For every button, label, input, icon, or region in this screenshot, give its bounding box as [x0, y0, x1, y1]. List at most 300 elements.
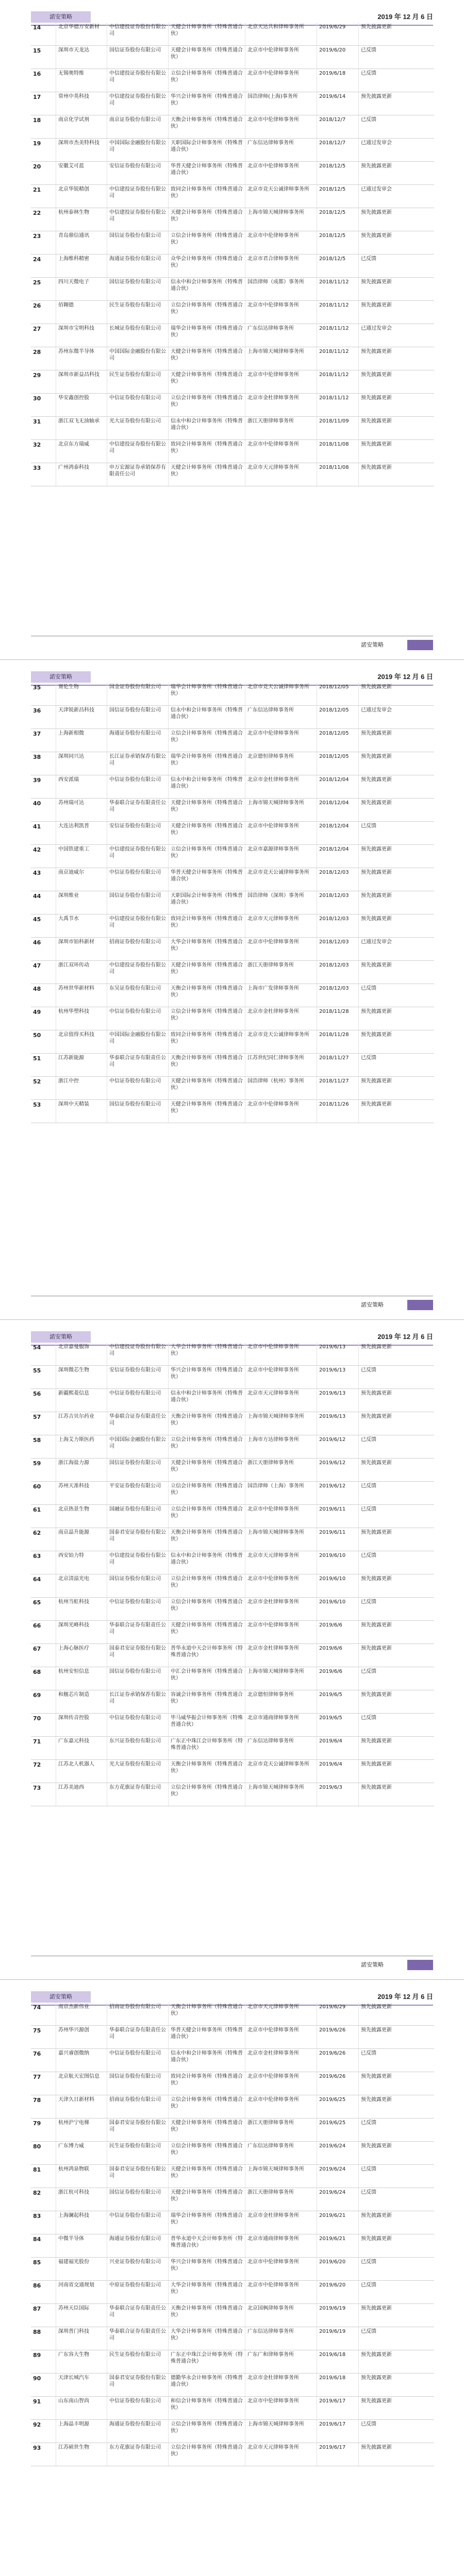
table-cell: 2019/6/12 — [317, 1459, 359, 1482]
table-cell: 65 — [31, 1598, 56, 1621]
table-cell: 立信会计师事务所（特殊普通合伙） — [169, 1783, 245, 1806]
table-cell: 北京市金杜律师事务所 — [245, 1644, 317, 1667]
table-cell: 致同会计师事务所（特殊普通合伙） — [169, 440, 245, 463]
table-cell: 61 — [31, 1505, 56, 1528]
table-cell: 上海市广发律师事务所 — [245, 984, 317, 1007]
table-cell: 74 — [31, 2003, 56, 2026]
table-cell: 常州中英科技 — [56, 92, 107, 115]
table-cell: 预先披露更新 — [359, 301, 435, 324]
table-cell: 海通证券股份有限公司 — [107, 255, 169, 278]
table-cell: 广东信达律师事务所 — [245, 2142, 317, 2165]
table-cell: 2019/6/20 — [317, 2281, 359, 2304]
table-cell: 北京市金杜律师事务所 — [245, 1598, 317, 1621]
table-cell: 预先披露更新 — [359, 1737, 435, 1760]
table-cell: 广东嘉元科技 — [56, 1737, 107, 1760]
table-cell: 安徽艾可蓝 — [56, 162, 107, 185]
page-header — [31, 11, 433, 24]
table-cell: 中信证券股份有限公司 — [107, 775, 169, 799]
table-cell: 预先披露更新 — [359, 891, 435, 914]
table-cell: 38 — [31, 752, 56, 775]
page-header — [31, 1991, 433, 2004]
table-cell: 北京市天元律师事务所 — [245, 914, 317, 938]
table-cell: 容诚会计师事务所（特殊普通合伙） — [169, 1690, 245, 1714]
table-cell: 信永中和会计师事务所（特殊普通合伙） — [169, 1389, 245, 1412]
table-cell: 华泰联合证券有限责任公司 — [107, 1054, 169, 1077]
table-cell: 2018/11/08 — [317, 440, 359, 463]
table-cell: 青岛鼎信通讯 — [56, 231, 107, 255]
table-cell: 33 — [31, 463, 56, 486]
table-row — [31, 324, 434, 347]
table-cell: 天津久日新材料 — [56, 2095, 107, 2119]
table-cell: 四川天微电子 — [56, 278, 107, 301]
table-cell: 国信证券股份有限公司 — [107, 1667, 169, 1690]
table-cell: 北京德恒律师事务所 — [245, 752, 317, 775]
table-cell: 浙江双环传动 — [56, 961, 107, 984]
table-cell: 国泰君安证券股份有限公司 — [107, 1644, 169, 1667]
table-cell: 已反馈 — [359, 115, 435, 139]
table-cell: 2019/6/25 — [317, 2119, 359, 2142]
table-row — [31, 2003, 434, 2026]
table-cell: 2018/11/08 — [317, 463, 359, 486]
table-cell: 2019/6/24 — [317, 2188, 359, 2211]
table-cell: 已通过发审会 — [359, 185, 435, 208]
table-row — [31, 1783, 434, 1806]
table-row — [31, 1435, 434, 1459]
table-cell: 上海市方达律师事务所 — [245, 1435, 317, 1459]
table-cell: 2019/6/11 — [317, 1528, 359, 1551]
table-cell: 天健会计师事务所（特殊普通合伙） — [169, 2119, 245, 2142]
table-cell: 2018/12/03 — [317, 984, 359, 1007]
header-tag: 諾安策略 — [31, 671, 91, 683]
table-cell: 2019/6/12 — [317, 1435, 359, 1459]
table-cell: 2019/6/10 — [317, 1574, 359, 1598]
table-cell: 中信证券股份有限公司 — [107, 1077, 169, 1100]
table-cell: 预先披露更新 — [359, 23, 435, 46]
table-cell: 中汇会计师事务所（特殊普通合伙） — [169, 1667, 245, 1690]
table-cell: 2019/6/13 — [317, 1343, 359, 1366]
table-cell: 天健会计师事务所（特殊普通合伙） — [169, 799, 245, 822]
table-cell: 北京市中伦律师事务所 — [245, 370, 317, 394]
table-cell: 华泰联合证券有限责任公司 — [107, 799, 169, 822]
table-cell: 大华会计师事务所（特殊普通合伙） — [169, 1343, 245, 1366]
table-cell: 东方花旗证券有限公司 — [107, 2443, 169, 2466]
table-cell: 2018/12/5 — [317, 208, 359, 231]
table-row — [31, 1574, 434, 1598]
table-cell: 北京市金杜律师事务所 — [245, 2211, 317, 2234]
table-cell: 已反馈 — [359, 1054, 435, 1077]
table-row — [31, 1100, 434, 1123]
table-cell: 87 — [31, 2304, 56, 2327]
table-cell: 华兴会计师事务所（特殊普通合伙） — [169, 1366, 245, 1389]
table-cell: 安信证券股份有限公司 — [107, 822, 169, 845]
table-cell: 普华永道中天会计师事务所（特殊普通合伙） — [169, 1644, 245, 1667]
table-cell: 嘉兴睿创微纳 — [56, 2049, 107, 2072]
table-cell: 2019/6/20 — [317, 46, 359, 69]
table-cell: 2019/6/13 — [317, 1389, 359, 1412]
table-cell: 上海市锦天城律师事务所 — [245, 2420, 317, 2443]
table-cell: 立信会计师事务所（特殊普通合伙） — [169, 1007, 245, 1030]
table-cell: 南京化学试剂 — [56, 115, 107, 139]
table-cell: 北京市中伦律师事务所 — [245, 2258, 317, 2281]
page-footer — [31, 636, 433, 648]
table-cell: 国信证券股份有限公司 — [107, 2072, 169, 2095]
table-cell: 17 — [31, 92, 56, 115]
table-cell: 预先披露更新 — [359, 2397, 435, 2420]
table-cell: 南京证券股份有限公司 — [107, 115, 169, 139]
table-cell: 广东信达律师事务所 — [245, 139, 317, 162]
table-cell: 46 — [31, 938, 56, 961]
table-cell: 2019/6/29 — [317, 23, 359, 46]
table-cell: 浙江天册律师事务所 — [245, 417, 317, 440]
table-row — [31, 1505, 434, 1528]
table-cell: 江苏世纪同仁律师事务所 — [245, 1054, 317, 1077]
table-cell: 2018/11/12 — [317, 278, 359, 301]
table-cell: 北京市通商律师事务所 — [245, 1714, 317, 1737]
table-cell: 上海市锦天城律师事务所 — [245, 208, 317, 231]
table-cell: 预先披露更新 — [359, 463, 435, 486]
table-cell: 中国国际金融股份有限公司 — [107, 347, 169, 370]
table-cell: 预先披露更新 — [359, 1574, 435, 1598]
table-cell: 华普天健会计师事务所（特殊普通合伙） — [169, 162, 245, 185]
table-cell: 2018/12/5 — [317, 255, 359, 278]
table-cell: 30 — [31, 394, 56, 417]
table-cell: 2019/6/26 — [317, 2049, 359, 2072]
table-cell: 预先披露更新 — [359, 1007, 435, 1030]
table-cell: 60 — [31, 1482, 56, 1505]
header-tag: 諾安策略 — [31, 1331, 91, 1343]
table-cell: 山东南山智尚 — [56, 2397, 107, 2420]
table-cell: 20 — [31, 162, 56, 185]
table-cell: 国信证券股份有限公司 — [107, 1574, 169, 1598]
table-cell: 北京清溢光电 — [56, 1574, 107, 1598]
table-cell: 62 — [31, 1528, 56, 1551]
table-cell: 预先披露更新 — [359, 961, 435, 984]
table-cell: 华安鑫创控股 — [56, 394, 107, 417]
table-cell: 预先披露更新 — [359, 2304, 435, 2327]
table-row — [31, 775, 434, 799]
table-cell: 杭州沪宁电梯 — [56, 2119, 107, 2142]
table-cell: 北京市中伦律师事务所 — [245, 231, 317, 255]
table-cell: 广东正中珠江会计师事务所（特殊普通合伙） — [169, 2350, 245, 2374]
table-cell: 申万宏源证券承销保荐有限责任公司 — [107, 463, 169, 486]
ipo-table — [31, 23, 434, 486]
table-cell: 16 — [31, 69, 56, 92]
table-cell: 河南省交通规划 — [56, 2281, 107, 2304]
table-cell: 民生证券股份有限公司 — [107, 370, 169, 394]
table-cell: 海通证券股份有限公司 — [107, 729, 169, 752]
table-cell: 预先披露更新 — [359, 752, 435, 775]
table-row — [31, 2119, 434, 2142]
table-cell: 民生证券股份有限公司 — [107, 2142, 169, 2165]
table-cell: 52 — [31, 1077, 56, 1100]
report-page — [0, 1320, 464, 1978]
table-row — [31, 2443, 434, 2466]
table-cell: 上海市锦天城律师事务所 — [245, 1667, 317, 1690]
table-cell: 瑞华会计师事务所（特殊普通合伙） — [169, 324, 245, 347]
table-cell: 51 — [31, 1054, 56, 1077]
table-cell: 上海市锦天城律师事务所 — [245, 1412, 317, 1435]
table-cell: 华泰联合证券有限责任公司 — [107, 2327, 169, 2350]
table-cell: 华泰联合证券有限责任公司 — [107, 1621, 169, 1644]
table-cell: 中信建投证券股份有限公司 — [107, 208, 169, 231]
table-cell: 南京晶升能源 — [56, 1528, 107, 1551]
table-cell: 北京市中伦律师事务所 — [245, 2026, 317, 2049]
table-cell: 2018/12/5 — [317, 185, 359, 208]
table-cell: 普华永道中天会计师事务所（特殊普通合伙） — [169, 2234, 245, 2258]
table-cell: 致同会计师事务所（特殊普通合伙） — [169, 914, 245, 938]
report-page — [0, 0, 464, 658]
footer-label: 諾安策略 — [361, 641, 384, 648]
table-cell: 已反馈 — [359, 1551, 435, 1574]
table-cell: 北京市中伦律师事务所 — [245, 2072, 317, 2095]
table-cell: 66 — [31, 1621, 56, 1644]
table-cell: 中信证券股份有限公司 — [107, 2397, 169, 2420]
table-cell: 深圳微芯生物 — [56, 1366, 107, 1389]
table-cell: 国浩律师(上海)事务所 — [245, 92, 317, 115]
table-row — [31, 2049, 434, 2072]
table-cell: 预先披露更新 — [359, 1030, 435, 1054]
table-cell: 浙江天册律师事务所 — [245, 961, 317, 984]
table-cell: 毕马威华振会计师事务所（特殊普通合伙） — [169, 1714, 245, 1737]
table-cell: 上海市锦天城律师事务所 — [245, 1528, 317, 1551]
table-cell: 天健会计师事务所（特殊普通合伙） — [169, 347, 245, 370]
table-row — [31, 115, 434, 139]
table-cell: 信永中和会计师事务所（特殊普通合伙） — [169, 775, 245, 799]
table-row — [31, 2072, 434, 2095]
table-cell: 国信证券股份有限公司 — [107, 46, 169, 69]
table-cell: 北京市金杜律师事务所 — [245, 1007, 317, 1030]
table-cell: 安信证券股份有限公司 — [107, 1366, 169, 1389]
table-cell: 天衡会计师事务所（特殊普通合伙） — [169, 1412, 245, 1435]
table-cell: 天津长城汽车 — [56, 2374, 107, 2397]
table-cell: 无锡奥特维 — [56, 69, 107, 92]
table-cell: 信永中和会计师事务所（特殊普通合伙） — [169, 417, 245, 440]
header-tag: 諾安策略 — [31, 11, 91, 23]
table-row — [31, 2350, 434, 2374]
table-cell: 国浩律师（杭州）事务所 — [245, 1077, 317, 1100]
table-cell: 预先披露更新 — [359, 683, 435, 706]
table-cell: 已反馈 — [359, 2119, 435, 2142]
header-date: 2019 年 12 月 6 日 — [377, 1993, 433, 2001]
table-cell: 北京市中伦律师事务所 — [245, 938, 317, 961]
table-cell: 32 — [31, 440, 56, 463]
table-cell: 北京国枫律师事务所 — [245, 2304, 317, 2327]
table-row — [31, 984, 434, 1007]
table-cell: 广州鸿泰科技 — [56, 463, 107, 486]
table-cell: 北京市天元律师事务所 — [245, 1551, 317, 1574]
table-cell: 59 — [31, 1459, 56, 1482]
table-cell: 预先披露更新 — [359, 1459, 435, 1482]
table-cell: 上海市锦天城律师事务所 — [245, 347, 317, 370]
table-row — [31, 1054, 434, 1077]
table-cell: 众华会计师事务所（特殊普通合伙） — [169, 255, 245, 278]
table-cell: 预先披露更新 — [359, 231, 435, 255]
table-cell: 中信证券股份有限公司 — [107, 2049, 169, 2072]
table-cell: 63 — [31, 1551, 56, 1574]
table-cell: 南京迪威尔 — [56, 868, 107, 891]
table-row — [31, 2142, 434, 2165]
table-cell: 立信会计师事务所（特殊普通合伙） — [169, 1598, 245, 1621]
table-cell: 2019/6/11 — [317, 1505, 359, 1528]
table-cell: 浙江中控 — [56, 1077, 107, 1100]
table-cell: 2018/12/04 — [317, 822, 359, 845]
table-cell: 预先披露更新 — [359, 162, 435, 185]
table-cell: 2019/6/4 — [317, 1737, 359, 1760]
table-cell: 39 — [31, 775, 56, 799]
table-cell: 北京市中伦律师事务所 — [245, 1505, 317, 1528]
table-cell: 杭州安恒信息 — [56, 1667, 107, 1690]
table-cell: 北京天达共和律师事务所 — [245, 23, 317, 46]
table-cell: 2019/6/24 — [317, 2142, 359, 2165]
table-cell: 18 — [31, 115, 56, 139]
table-row — [31, 139, 434, 162]
table-cell: 40 — [31, 799, 56, 822]
table-cell: 长城证券股份有限公司 — [107, 324, 169, 347]
table-cell: 国信证券股份有限公司 — [107, 2188, 169, 2211]
table-cell: 中信证券股份有限公司 — [107, 1714, 169, 1737]
table-cell: 70 — [31, 1714, 56, 1737]
table-cell: 2019/6/5 — [317, 1714, 359, 1737]
table-row — [31, 1690, 434, 1714]
table-cell: 北京航天宏图信息 — [56, 2072, 107, 2095]
table-cell: 已反馈 — [359, 1714, 435, 1737]
table-row — [31, 2281, 434, 2304]
table-cell: 71 — [31, 1737, 56, 1760]
table-cell: 2019/6/29 — [317, 2003, 359, 2026]
table-cell: 杭州鸿泉物联 — [56, 2165, 107, 2188]
table-cell: 2018/12/05 — [317, 706, 359, 729]
table-cell: 69 — [31, 1690, 56, 1714]
table-cell: 2018/11/27 — [317, 1054, 359, 1077]
table-cell: 2018/12/7 — [317, 139, 359, 162]
table-row — [31, 799, 434, 822]
table-cell: 中信建投证券股份有限公司 — [107, 914, 169, 938]
table-cell: 天健会计师事务所（特殊普通合伙） — [169, 46, 245, 69]
table-cell: 信永中和会计师事务所（特殊普通合伙） — [169, 2049, 245, 2072]
table-cell: 预先披露更新 — [359, 845, 435, 868]
table-cell: 杭州华塑科技 — [56, 1007, 107, 1030]
table-cell: 广东信达律师事务所 — [245, 1737, 317, 1760]
table-cell: 长江证券承销保荐有限公司 — [107, 1690, 169, 1714]
table-cell: 天健会计师事务所（特殊普通合伙） — [169, 23, 245, 46]
report-page — [0, 660, 464, 1318]
table-cell: 北京市金杜律师事务所 — [245, 394, 317, 417]
table-cell: 56 — [31, 1389, 56, 1412]
table-cell: 和信会计师事务所（特殊普通合伙） — [169, 2397, 245, 2420]
table-cell: 2019/6/10 — [317, 1598, 359, 1621]
table-cell: 15 — [31, 46, 56, 69]
table-cell: 中国铁建重工 — [56, 845, 107, 868]
table-cell: 28 — [31, 347, 56, 370]
table-cell: 天健会计师事务所（特殊普通合伙） — [169, 370, 245, 394]
table-cell: 48 — [31, 984, 56, 1007]
table-cell: 2019/6/12 — [317, 1482, 359, 1505]
table-cell: 已反馈 — [359, 1598, 435, 1621]
table-cell: 西安派瑞 — [56, 775, 107, 799]
table-cell: 已反馈 — [359, 822, 435, 845]
table-cell: 广东信达律师事务所 — [245, 706, 317, 729]
table-cell: 天衡会计师事务所（特殊普通合伙） — [169, 1528, 245, 1551]
table-cell: 2018/12/5 — [317, 231, 359, 255]
table-row — [31, 2234, 434, 2258]
table-row — [31, 1528, 434, 1551]
table-row — [31, 2188, 434, 2211]
table-cell: 北京市金杜律师事务所 — [245, 775, 317, 799]
footer-tab — [407, 640, 433, 650]
table-row — [31, 1644, 434, 1667]
table-cell: 预先披露更新 — [359, 1412, 435, 1435]
table-cell: 90 — [31, 2374, 56, 2397]
table-cell: 国信证券股份有限公司 — [107, 1459, 169, 1482]
table-cell: 预先披露更新 — [359, 347, 435, 370]
table-row — [31, 1077, 434, 1100]
table-cell: 深圳传音控股 — [56, 1714, 107, 1737]
table-cell: 2018/11/12 — [317, 301, 359, 324]
table-cell: 上海澜起科技 — [56, 2211, 107, 2234]
table-cell: 天职国际会计师事务所（特殊普通合伙） — [169, 891, 245, 914]
table-cell: 北京市竞天公诚律师事务所 — [245, 683, 317, 706]
table-row — [31, 1007, 434, 1030]
table-row — [31, 208, 434, 231]
table-cell: 国信证券股份有限公司 — [107, 1100, 169, 1123]
table-cell: 2018/12/03 — [317, 868, 359, 891]
table-cell: 上海艾力斯医药 — [56, 1435, 107, 1459]
table-cell: 天健会计师事务所（特殊普通合伙） — [169, 2165, 245, 2188]
table-cell: 预先披露更新 — [359, 1528, 435, 1551]
table-cell: 立信会计师事务所（特殊普通合伙） — [169, 1482, 245, 1505]
table-cell: 招商证券股份有限公司 — [107, 2095, 169, 2119]
table-cell: 广东信达律师事务所 — [245, 2327, 317, 2350]
table-cell: 北京市天元律师事务所 — [245, 2003, 317, 2026]
header-date: 2019 年 12 月 6 日 — [377, 1333, 433, 1341]
table-row — [31, 845, 434, 868]
footer-tab — [407, 1960, 433, 1970]
page-header — [31, 1331, 433, 1344]
table-cell: 57 — [31, 1412, 56, 1435]
table-cell: 浙江天册律师事务所 — [245, 1459, 317, 1482]
table-cell: 国浩律师（深圳）事务所 — [245, 891, 317, 914]
table-cell: 国信证券股份有限公司 — [107, 231, 169, 255]
table-row — [31, 1459, 434, 1482]
table-cell: 瑞华会计师事务所（特殊普通合伙） — [169, 752, 245, 775]
table-cell: 北京市中伦律师事务所 — [245, 2397, 317, 2420]
table-cell: 浙江天册律师事务所 — [245, 2119, 317, 2142]
table-cell: 光大证券股份有限公司 — [107, 417, 169, 440]
table-row — [31, 822, 434, 845]
table-cell: 立信会计师事务所（特殊普通合伙） — [169, 69, 245, 92]
table-cell: 赛伦生物 — [56, 683, 107, 706]
table-cell: 预先披露更新 — [359, 775, 435, 799]
footer-tab — [407, 1300, 433, 1310]
table-cell: 深圳中天精装 — [56, 1100, 107, 1123]
table-cell: 2019/6/26 — [317, 2072, 359, 2095]
table-cell: 上海维科精密 — [56, 255, 107, 278]
table-cell: 深圳维业 — [56, 891, 107, 914]
table-cell: 预先披露更新 — [359, 394, 435, 417]
table-cell: 64 — [31, 1574, 56, 1598]
table-cell: 预先披露更新 — [359, 2095, 435, 2119]
table-cell: 预先披露更新 — [359, 278, 435, 301]
table-cell: 上海新相微 — [56, 729, 107, 752]
table-cell: 预先披露更新 — [359, 2072, 435, 2095]
table-cell: 已通过发审会 — [359, 938, 435, 961]
table-cell: 国金证券股份有限公司 — [107, 683, 169, 706]
table-cell: 84 — [31, 2234, 56, 2258]
table-cell: 和舰芯片制造 — [56, 1690, 107, 1714]
table-cell: 预先披露更新 — [359, 1343, 435, 1366]
table-cell: 42 — [31, 845, 56, 868]
table-row — [31, 46, 434, 69]
